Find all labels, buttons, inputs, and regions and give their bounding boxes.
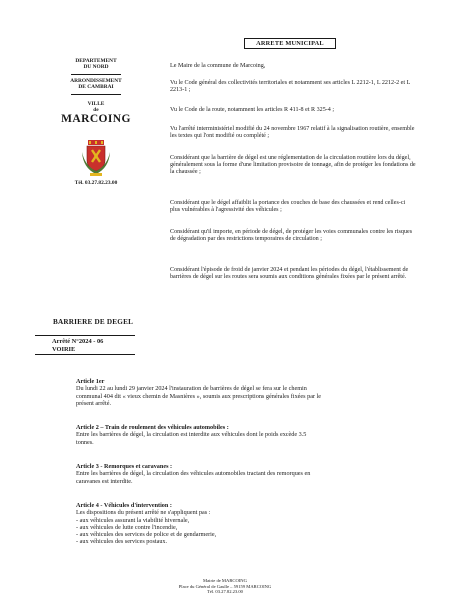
arrondissement-line2: DE CAMBRAI xyxy=(78,84,114,91)
article-line: Les dispositions du présent arrêté ne s'appliquent pas : xyxy=(76,509,211,517)
arrondissement-line1: ARRONDISSEMENT xyxy=(70,77,122,84)
footer-line3: Tél. 03.27.82.23.00 xyxy=(207,589,243,595)
article-line: communal 404 dit « vieux chemin de Masnières », soumis aux prescriptions générales fixées par le xyxy=(76,392,322,400)
article-line: tonnes. xyxy=(76,438,94,446)
article-line: - aux véhicules de lutte contre l'incendie, xyxy=(76,523,178,531)
article-4 xyxy=(76,502,406,546)
article-title: Article 1er xyxy=(76,378,105,385)
article-line: - aux véhicules des services postaux. xyxy=(76,538,168,546)
footer-line2: Place du Général de Gaulle – 59159 MARCOING xyxy=(178,583,272,589)
footer xyxy=(150,578,300,595)
footer-line1: Mairie de MARCOING xyxy=(203,578,247,583)
preamble-considerant-voies: Considérant qu'il importe, en période de dégel, de protéger les voies communales contre les risques de dégradation par des restrictions temporaires de circulation ; xyxy=(170,229,413,243)
preamble-considerant-episode: Considérant l'épisode de froid de janvier 2024 et pendant les périodes du dégel, l'établissement de barrières de dégel sur les routes sera soumis aux conditions générales fixées par le présent arrêté. xyxy=(170,267,409,281)
decree-service: VOIRIE xyxy=(52,346,76,353)
ville-label: VILLE xyxy=(87,100,105,107)
preamble-vu-arrete: Vu l'arrêté interministériel modifié du 24 novembre 1967 relatif à la signalisation routière, ensemble les textes qui l'ont modifié ou complété ; xyxy=(170,126,415,140)
coat-of-arms-icon xyxy=(81,140,111,178)
department-line2: DU NORD xyxy=(83,64,109,71)
divider xyxy=(71,74,121,75)
article-line: présent arrêté. xyxy=(76,399,112,407)
article-2 xyxy=(76,424,406,446)
article-line: Du lundi 22 au lundi 29 janvier 2024 l'instauration de barrières de dégel se fera sur le chemin xyxy=(76,385,307,393)
article-line: - aux véhicules des services de police et de gendarmerie, xyxy=(76,531,217,539)
article-line: caravanes est interdite. xyxy=(76,477,133,485)
divider xyxy=(71,94,121,95)
preamble-considerant-degel: Considérant que le dégel affaiblit la portance des couches de base des chaussées et rend celles-ci plus vulnérables à l'agressivité des véhicules ; xyxy=(170,200,406,214)
decree-number: Arrêté N°2024 - 06 xyxy=(52,338,104,345)
article-title: Article 4 - Véhicules d'intervention : xyxy=(76,502,172,509)
article-line: Entre les barrières de dégel, la circulation est interdite aux véhicules dont le poids excède 3.5 xyxy=(76,431,307,439)
decree-title: ARRETE MUNICIPAL xyxy=(256,40,324,47)
coat-of-arms xyxy=(81,140,111,178)
article-line: Entre les barrières de dégel, la circulation des véhicules automobiles tractant des remorques en xyxy=(76,470,311,478)
town-phone: Tél. 03.27.82.23.00 xyxy=(74,180,118,186)
admin-block xyxy=(56,58,136,126)
decree-subject: BARRIERE DE DEGEL xyxy=(53,318,134,326)
article-title: Article 2 – Train de roulement des véhicules automobiles : xyxy=(76,424,229,431)
article-1 xyxy=(76,378,406,407)
preamble-mayor: Le Maire de la commune de Marcoing, xyxy=(170,63,266,69)
preamble-vu-code-route: Vu le Code de la route, notamment les articles R 411-8 et R 325-4 ; xyxy=(170,107,335,113)
de-label: de xyxy=(93,107,99,114)
department-line1: DEPARTEMENT xyxy=(75,58,117,64)
town-name: MARCOING xyxy=(61,113,131,126)
article-title: Article 3 - Remorques et caravanes : xyxy=(76,463,173,470)
article-3 xyxy=(76,463,406,485)
preamble-considerant-barriere: Considérant que la barrière de dégel est une réglementation de la circulation routière lors du dégel, généralement sous la forme d'une limitation provisoire de tonnage, afin de protéger les fondations de la chaussée ; xyxy=(170,155,416,176)
article-line: - aux véhicules assurant la viabilité hivernale, xyxy=(76,516,190,524)
decree-title-box xyxy=(244,38,336,49)
preamble-vu-cgct: Vu le Code général des collectivités territoriales et notamment ses articles L 2212-1, L 2212-2 et L 2213-1 ; xyxy=(170,80,411,94)
decree-reference-box xyxy=(35,335,135,355)
